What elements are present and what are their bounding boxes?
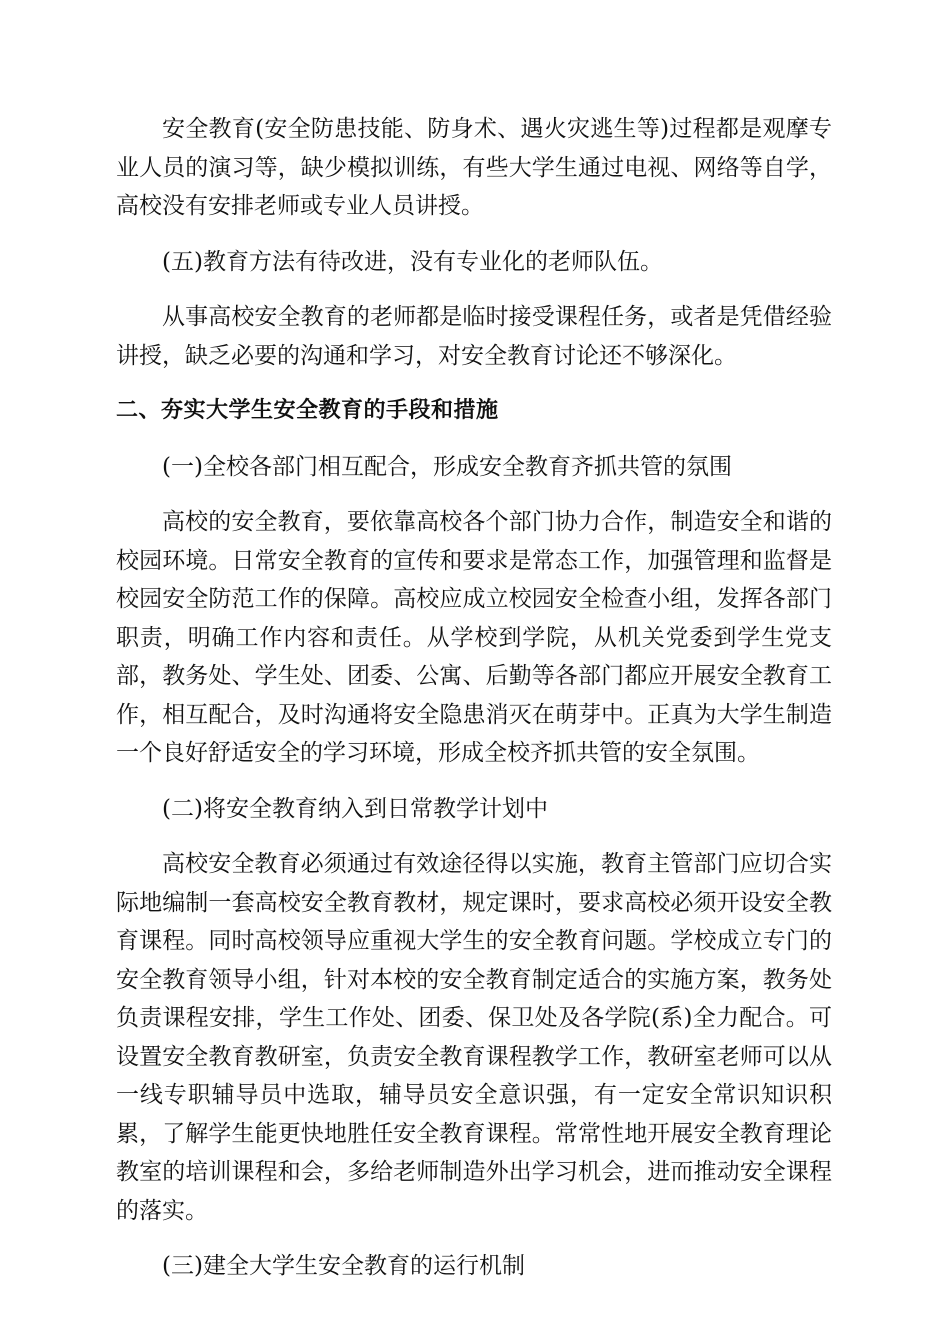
subheading-two: (二)将安全教育纳入到日常教学计划中: [162, 795, 548, 822]
subheading-three: (三)建全大学生安全教育的运行机制: [162, 1253, 525, 1279]
subheading-one: (一)全校各部门相互配合，形成安全教育齐抓共管的氛围: [162, 453, 732, 480]
paragraph-teachers: 从事高校安全教育的老师都是临时接受课程任务，或者是凭借经验讲授，缺乏必要的沟通和学习，对安全教育讨论还不够深化。: [116, 304, 832, 369]
paragraph-teaching-plan: 高校安全教育必须通过有效途径得以实施，教育主管部门应切合实际地编制一套高校安全教育教材，规定课时，要求高校必须开设安全教育课程。同时高校领导应重视大学生的安全教育问题。学校成立专门的安全教育领导小组，针对本校的安全教育制定适合的实施方案，教务处负责课程安排，学生工作处、团委、保卫处及各学院(系)全力配合。可设置安全教育教研室，负责安全教育课程教学工作，教研室老师可以从一线专职辅导员中选取，辅导员安全意识强，有一定安全常识知识积累，了解学生能更快地胜任安全教育课程。常常性地开展安全教育理论教室的培训课程和会，多给老师制造外出学习机会，进而推动安全课程的落实。: [116, 851, 832, 1224]
document-page: [116, 110, 832, 1303]
subheading-five: (五)教育方法有待改进，没有专业化的老师队伍。: [162, 248, 663, 275]
paragraph-departments-cooperation: 高校的安全教育，要依靠高校各个部门协力合作，制造安全和谐的校园环境。日常安全教育的宣传和要求是常态工作，加强管理和监督是校园安全防范工作的保障。高校应成立校园安全检查小组，发挥各部门职责，明确工作内容和责任。从学校到学院，从机关党委到学生党支部，教务处、学生处、团委、公寓、后勤等各部门都应开展安全教育工作，相互配合，及时沟通将安全隐患消灭在萌芽中。正真为大学生制造一个良好舒适安全的学习环境，形成全校齐抓共管的安全氛围。: [116, 509, 832, 766]
section-heading-two: 二、夯实大学生安全教育的手段和措施: [116, 398, 499, 423]
paragraph-safety-education-methods: 安全教育(安全防患技能、防身术、遇火灾逃生等)过程都是观摩专业人员的演习等，缺少模拟训练，有些大学生通过电视、网络等自学，高校没有安排老师或专业人员讲授。: [116, 116, 832, 219]
